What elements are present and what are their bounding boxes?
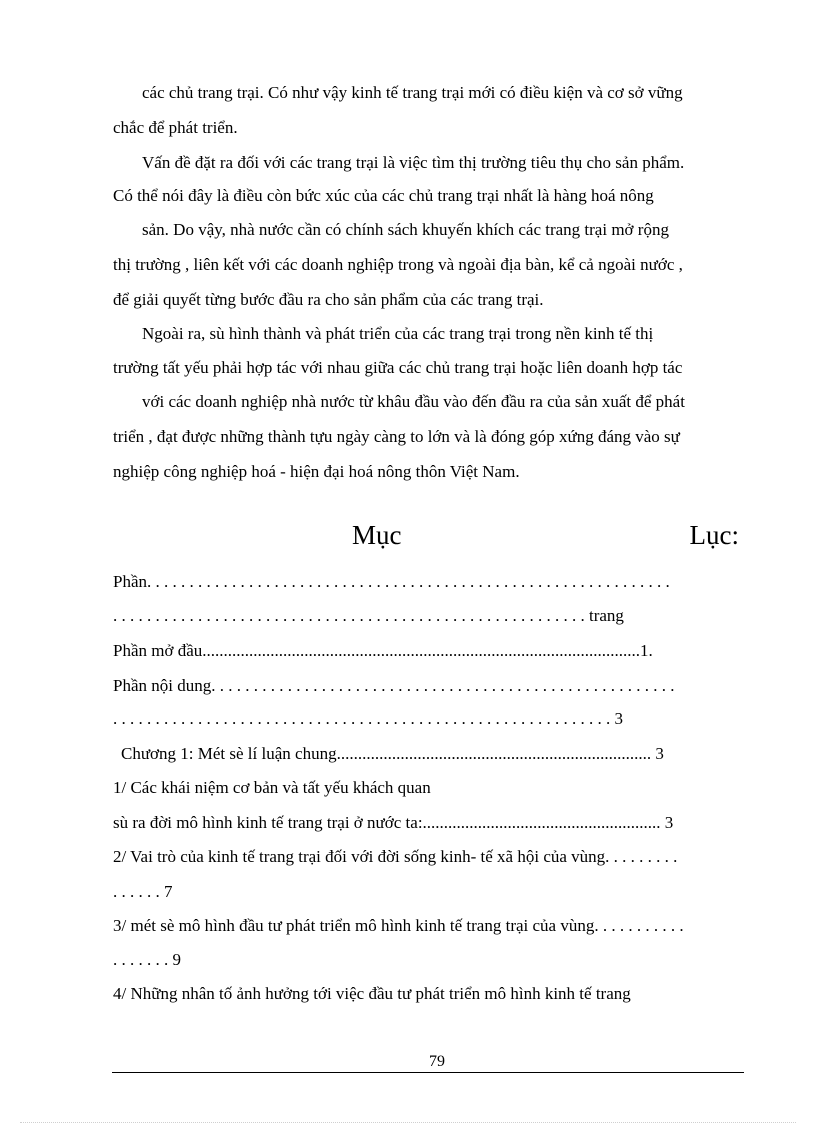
toc-title	[352, 515, 744, 555]
page-number: 79	[429, 1053, 445, 1070]
toc-line-11: 3/ mét sè mô hình đầu tư phát triển mô hình kinh tế trang trại của vùng. . . . . . . . . . .	[113, 916, 684, 935]
body-line-9: trường tất yếu phải hợp tác với nhau giữa các chủ trang trại hoặc liên doanh hợp tác	[113, 358, 683, 377]
body-line-11: triển , đạt được những thành tựu ngày càng to lớn và là đóng góp xứng đáng vào sự	[113, 427, 680, 446]
toc-line-3: Phần mở đầu.......................................................................................................1.	[113, 641, 653, 660]
body-line-8: Ngoài ra, sù hình thành và phát triển của các trang trại trong nền kinh tế thị	[142, 324, 654, 343]
body-line-2: chắc để phát triển.	[113, 118, 238, 137]
body-line-1: các chủ trang trại. Có như vậy kinh tế trang trại mới có điều kiện và cơ sở vững	[142, 83, 683, 102]
body-line-4: Có thể nói đây là điều còn bức xúc của các chủ trang trại nhất là hàng hoá nông	[113, 186, 654, 205]
toc-line-9: 2/ Vai trò của kinh tế trang trại đối với đời sống kinh- tế xã hội của vùng. . . . . . . . .	[113, 847, 678, 866]
body-line-7: để giải quyết từng bước đầu ra cho sản phẩm của các trang trại.	[113, 290, 544, 309]
toc-title-word-2: Lục:	[689, 520, 739, 550]
toc-line-12: . . . . . . . 9	[113, 950, 181, 969]
toc-line-8: sù ra đời mô hình kinh tế trang trại ở nước ta:........................................................ 3	[113, 813, 674, 832]
body-line-3: Vấn đề đặt ra đối với các trang trại là việc tìm thị trường tiêu thụ cho sản phẩm.	[142, 153, 685, 172]
toc-line-2: . . . . . . . . . . . . . . . . . . . . . . . . . . . . . . . . . . . . . . . . . . . . . . . . . . . . . . . . trang	[113, 606, 624, 625]
body-line-12: nghiệp công nghiệp hoá - hiện đại hoá nông thôn Việt Nam.	[113, 462, 520, 481]
footer-rule	[112, 1072, 744, 1073]
body-line-10: với các doanh nghiệp nhà nước từ khâu đầu vào đến đầu ra của sản xuất để phát	[142, 392, 685, 411]
toc-line-13: 4/ Những nhân tố ảnh hưởng tới việc đầu tư phát triển mô hình kinh tế trang	[113, 984, 631, 1003]
body-line-5: sản. Do vậy, nhà nước cần có chính sách khuyến khích các trang trại mở rộng	[142, 220, 669, 239]
toc-line-6: Chương 1: Mét sè lí luận chung.......................................................................... 3	[121, 744, 664, 763]
toc-line-7: 1/ Các khái niệm cơ bản và tất yếu khách quan	[113, 778, 431, 797]
toc-line-5: . . . . . . . . . . . . . . . . . . . . . . . . . . . . . . . . . . . . . . . . . . . . . . . . . . . . . . . . . . . 3	[113, 709, 623, 728]
toc-line-4: Phần nội dung. . . . . . . . . . . . . . . . . . . . . . . . . . . . . . . . . . . . . . . . . . . . . . . . . . . . . . .	[113, 676, 675, 695]
toc-title-word-1: Mục	[352, 520, 402, 550]
toc-line-1: Phần. . . . . . . . . . . . . . . . . . . . . . . . . . . . . . . . . . . . . . . . . . . . . . . . . . . . . . . . . . . . . .	[113, 572, 670, 591]
body-line-6: thị trường , liên kết với các doanh nghiệp trong và ngoài địa bàn, kể cả ngoài nước ,	[113, 255, 683, 274]
toc-line-10: . . . . . . 7	[113, 882, 173, 901]
